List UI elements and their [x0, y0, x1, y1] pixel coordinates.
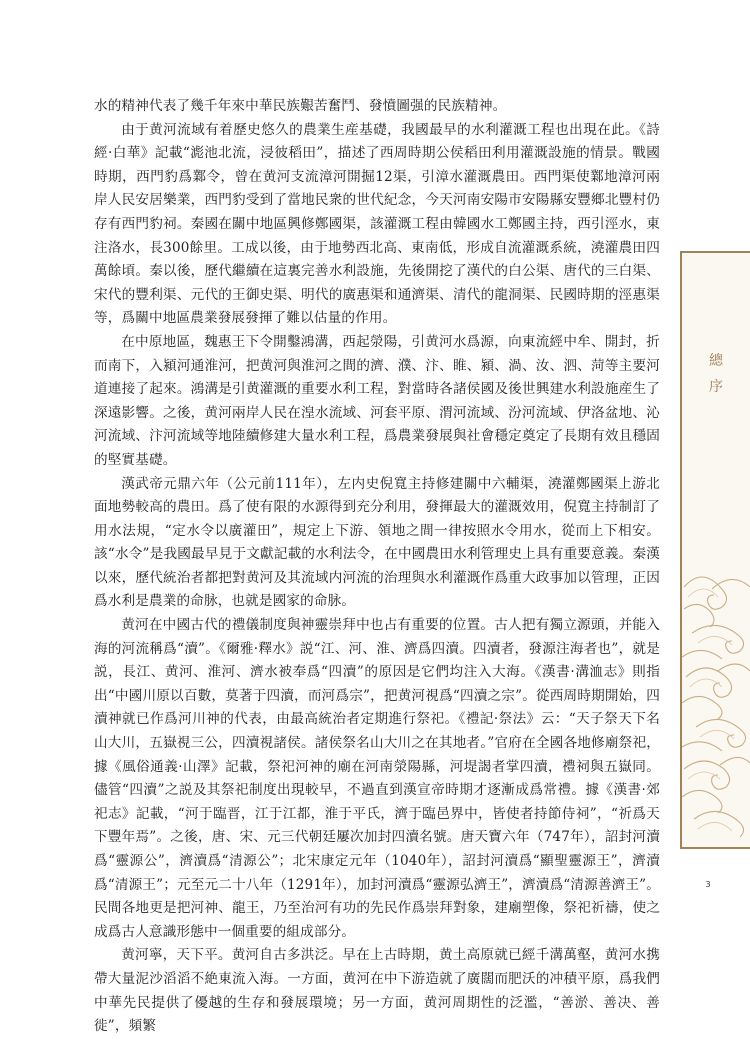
paragraph-continuation: 水的精神代表了幾千年來中華民族艱苦奮鬥、發憤圖强的民族精神。 — [94, 98, 507, 114]
body-text — [94, 95, 660, 1039]
section-side-tab — [680, 251, 750, 849]
paragraph: 在中原地區，魏惠王下令開鑿鴻溝，西起滎陽，引黄河水爲源，向東流經中牟、開封，折而南下，入潁河通淮河，把黄河與淮河之間的濟、濮、汴、睢、潁、渦、汝、泗、菏等主要河道連接了起來。鴻溝是引黄灌溉的重要水利工程，對當時各諸侯國及後世興建水利設施産生了深遠影響。之後，黄河兩岸人民在湟水流域、河套平原、渭河流域、汾河流域、伊洛盆地、沁河流域、汴河流域等地陸續修建大量水利工程，爲農業發展與社會穩定奠定了長期有效且穩固的堅實基礎。 — [94, 333, 660, 468]
section-title — [682, 348, 750, 400]
cloud-pattern-icon — [682, 547, 750, 847]
section-title-char: 序 — [709, 379, 723, 395]
section-title-char: 總 — [709, 353, 723, 369]
paragraph: 由于黄河流域有着歷史悠久的農業生産基礎，我國最早的水利灌溉工程也出現在此。《詩經·白華》記載“滮池北流，浸彼稻田”，描述了西周時期公侯稻田利用灌溉設施的情景。戰國時期，西門豹爲鄴令，曾在黄河支流漳河開掘12渠，引漳水灌溉農田。西門渠使鄴地漳河兩岸人民安居樂業，西門豹受到了當地民衆的世代紀念，今天河南安陽市安陽縣安豐鄉北豐村仍存有西門豹祠。秦國在關中地區興修鄭國渠，該灌溉工程由韓國水工鄭國主持，西引涇水，東注洛水，長300餘里。工成以後，由于地勢西北高、東南低，形成自流灌溉系統，澆灌農田四萬餘頃。秦以後，歷代繼續在這裏完善水利設施，先後開挖了漢代的白公渠、唐代的三白渠、宋代的豐利渠、元代的王御史渠、明代的廣惠渠和通濟渠、清代的龍洞渠、民國時期的涇惠渠等，爲關中地區農業發展發揮了難以估量的作用。 — [94, 121, 660, 327]
paragraph: 漢武帝元鼎六年（公元前111年），左内史倪寬主持修建關中六輔渠，澆灌鄭國渠上游北面地勢較高的農田。爲了使有限的水源得到充分利用，發揮最大的灌溉效用，倪寬主持制訂了用水法規，“定水令以廣灌田”，規定上下游、領地之間一律按照水令用水，從而上下相安。該“水令”是我國最早見于文獻記載的水利法令，在中國農田水利管理史上具有重要意義。秦漢以來，歷代統治者都把對黄河及其流域内河流的治理與水利灌溉作爲重大政事加以管理，正因爲水利是農業的命脉，也就是國家的命脉。 — [94, 475, 660, 610]
paragraph: 黄河在中國古代的禮儀制度與神靈崇拜中也占有重要的位置。古人把有獨立源頭，并能入海的河流稱爲“瀆”。《爾雅·釋水》説“江、河、淮、濟爲四瀆。四瀆者，發源注海者也”，就是説，長江、黄河、淮河、濟水被奉爲“四瀆”的原因是它們均注入大海。《漢書·溝洫志》則指出“中國川原以百數，莫著于四瀆，而河爲宗”，把黄河視爲“四瀆之宗”。從西周時期開始，四瀆神就已作爲河川神的代表，由最高統治者定期進行祭祀。《禮記·祭法》云：“天子祭天下名山大川，五嶽視三公，四瀆視諸侯。諸侯祭名山大川之在其地者。”官府在全國各地修廟祭祀，據《風俗通義·山澤》記載，祭祀河神的廟在河南滎陽縣，河堤謁者掌四瀆，禮祠與五嶽同。儘管“四瀆”之説及其祭祀制度出現較早，不過直到漢宣帝時期才逐漸成爲常禮。據《漢書·郊祀志》記載，“河于臨晋，江于江都，淮于平氏，濟于臨邑界中，皆使者持節侍祠”，“祈爲天下豐年焉”。之後，唐、宋、元三代朝廷屢次加封四瀆名號。唐天寶六年（747年），詔封河瀆爲“靈源公”，濟瀆爲“清源公”；北宋康定元年（1040年），詔封河瀆爲“顯聖靈源王”，濟瀆爲“清源王”；元至元二十八年（1291年），加封河瀆爲“靈源弘濟王”，濟瀆爲“清源善濟王”。民間各地更是把河神、龍王，乃至治河有功的先民作爲崇拜對象，建廟塑像，祭祀祈禱，使之成爲古人意識形態中一個重要的組成部分。 — [94, 617, 660, 940]
page-number: 3 — [705, 880, 711, 889]
paragraph: 黄河寧，天下平。黄河自古多洪泛。早在上古時期，黄土高原就已經千溝萬壑，黄河水携帶大量泥沙滔滔不絶東流入海。一方面，黄河在中下游造就了廣闊而肥沃的冲積平原，爲我們中華先民提供了優越的生存和發展環境；另一方面，黄河周期性的泛濫，“善淤、善决、善徙”，頻繁 — [94, 947, 660, 1035]
